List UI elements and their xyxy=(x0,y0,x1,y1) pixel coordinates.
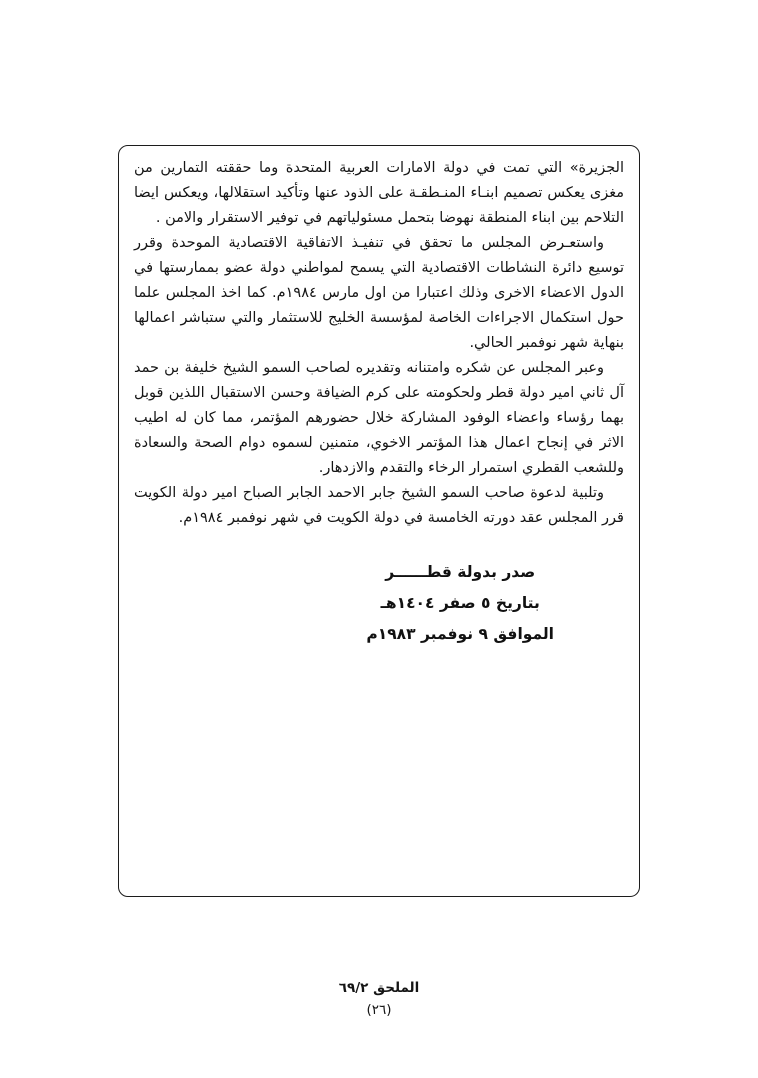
signature-block xyxy=(366,557,554,650)
paragraph: وعبر المجلس عن شكره وامتنانه وتقديره لصاحب السمو الشيخ خليفة بن حمد آل ثاني امير دولة قطر ولحكومته على كرم الضيافة وحسن الاستقبال اللذين قوبل بهما رؤساء واعضاء الوفود المشاركة خلال حضورهم المؤتمر، مما كان له اطيب الاثر في إنجاح اعمال هذا المؤتمر الاخوي، متمنين لسموه دوام الصحة والسعادة وللشعب القطري استمرار الرخاء والتقدم والازدهار. xyxy=(134,360,624,476)
paragraph: الجزيرة» التي تمت في دولة الامارات العربية المتحدة وما حققته التمارين من مغزى يعكس تصميم ابنـاء المنـطقـة على الذود عنها وتأكيد استقلالها، ويعكس ايضا التلاحم بين ابناء المنطقة نهوضا بتحمل مسئولياتهم في توفير الاستقرار والامن . xyxy=(134,160,624,226)
paragraph: وتلبية لدعوة صاحب السمو الشيخ جابر الاحمد الجابر الصباح امير دولة الكويت قرر المجلس عقد دورته الخامسة في دولة الكويت في شهر نوفمبر ١٩٨٤م. xyxy=(134,485,624,526)
paragraph: واستعـرض المجلس ما تحقق في تنفيـذ الاتفاقية الاقتصادية الموحدة وقرر توسيع دائرة النشاطات الاقتصادية التي يسمح لمواطني دولة عضو بممارستها في الدول الاعضاء الاخرى وذلك اعتبارا من اول مارس ١٩٨٤م. كما اخذ المجلس علما حول استكمال الاجراءات الخاصة لمؤسسة الخليج للاستثمار والتي ستباشر اعمالها بنهاية شهر نوفمبر الحالي. xyxy=(134,235,625,351)
footer-page-number: (٢٦) xyxy=(366,1002,392,1018)
footer-annex-label: الملحق ٦٩/٢ xyxy=(338,980,420,996)
document-body xyxy=(134,156,624,531)
signature-place-line: صدر بدولة قطــــــر xyxy=(385,563,536,581)
document-frame xyxy=(118,145,640,897)
signature-hijri-date-line: بتاريخ ٥ صفر ١٤٠٤هـ xyxy=(380,594,540,612)
signature-gregorian-date-line: الموافق ٩ نوفمبر ١٩٨٣م xyxy=(366,625,554,643)
page-footer xyxy=(0,977,758,1021)
